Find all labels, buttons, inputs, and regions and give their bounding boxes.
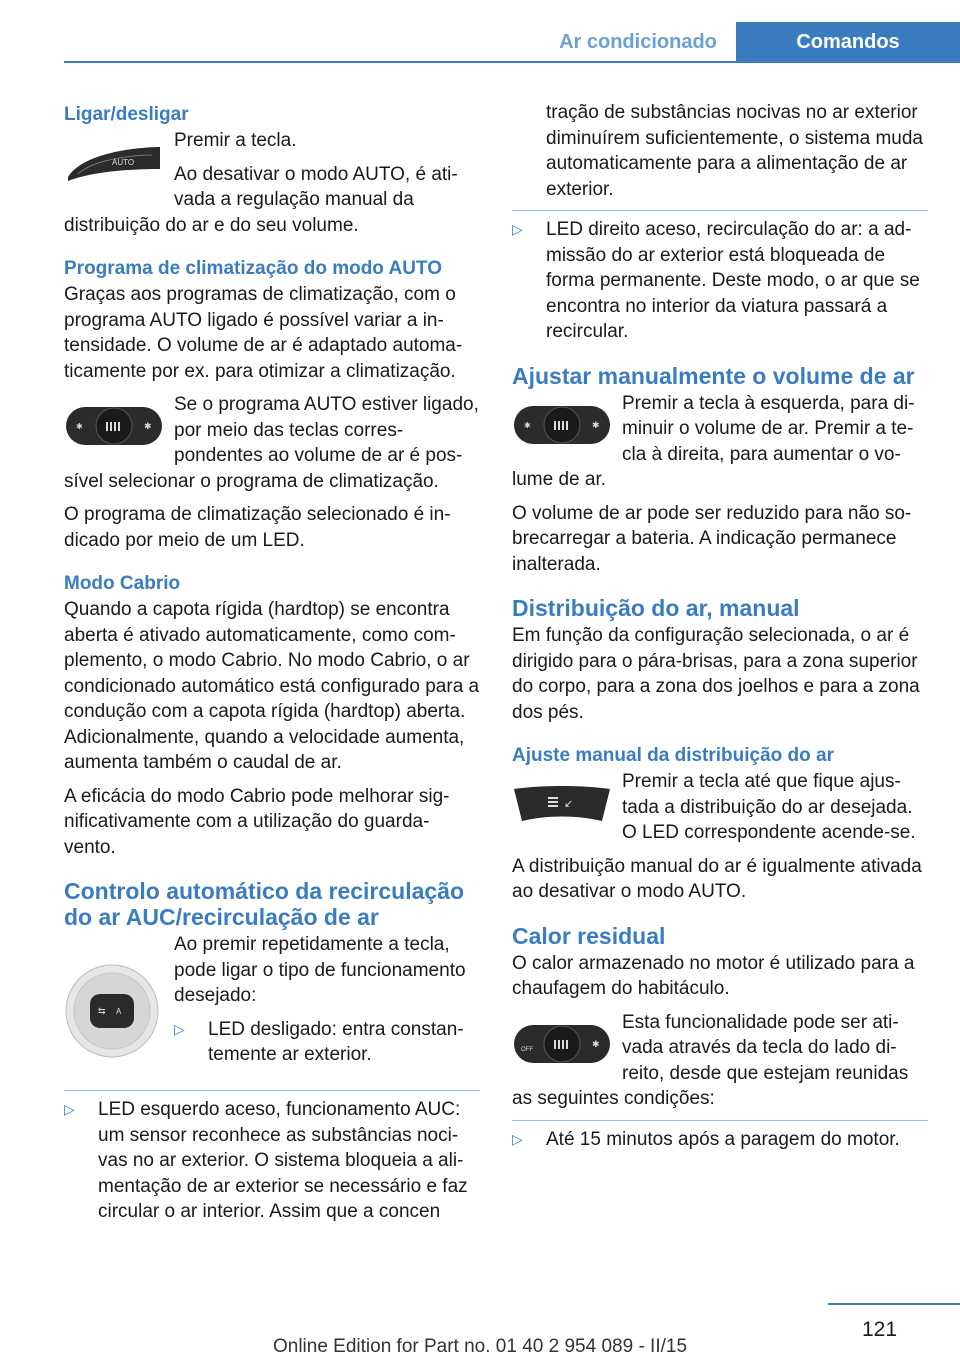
triangle-bullet-icon: ▷ bbox=[64, 1101, 75, 1117]
volume-text-2: O volume de ar pode ser reduzido para não sobrecarregar a bateria. A indicação permanece inalterada. bbox=[512, 502, 912, 575]
page-number-rule bbox=[828, 1303, 960, 1305]
programa-text-3: O programa de climatização selecionado é indicado por meio de um LED. bbox=[64, 504, 451, 551]
heading-controlo: Controlo automático da recirculação do ar AUC/recirculação de ar bbox=[64, 878, 465, 930]
ligar-text-2: Ao desativar o modo AUTO, é ativada a regulação manual da distribuição do ar e do seu volume. bbox=[64, 163, 458, 236]
svg-text:AUTO: AUTO bbox=[112, 158, 135, 167]
bullet-led-right: ▷ LED direito aceso, recirculação do ar: a admissão do ar exterior está bloqueada de forma permanente. Deste modo, o ar que se encontra no interior da viatura passará a recircular. bbox=[512, 219, 920, 342]
continuation-text: tração de substâncias nocivas no ar exterior diminuírem suficientemente, o sistema muda automaticamente para a alimentação de ar exterior. bbox=[546, 102, 923, 200]
auc-button-image bbox=[64, 936, 174, 1086]
heading-ajuste: Ajuste manual da distribuição do ar bbox=[512, 745, 835, 766]
header-rule bbox=[64, 61, 960, 63]
volume-text-1: Premir a tecla à esquerda, para diminuir o volume de ar. Premir a tecla à direita, para aumentar o volume de ar. bbox=[512, 392, 915, 490]
ajuste-text-1: Premir a tecla até que fique ajustada a distribuição do ar desejada. O LED correspondente acende-se. bbox=[622, 771, 916, 843]
heading-volume: Ajustar manualmente o volume de ar bbox=[512, 362, 915, 389]
controlo-text-1: Ao premir repetidamente a tecla, pode ligar o tipo de funcionamento desejado: bbox=[174, 934, 466, 1006]
ligar-text-1: Premir a tecla. bbox=[174, 130, 297, 151]
svg-text:A: A bbox=[116, 1007, 122, 1016]
heading-ligar: Ligar/desligar bbox=[64, 104, 189, 125]
bullet-divider bbox=[512, 210, 928, 211]
fan-button-image bbox=[64, 396, 174, 456]
heading-programa: Programa de climatização do modo AUTO bbox=[64, 258, 442, 279]
heading-calor: Calor residual bbox=[512, 922, 666, 949]
left-column bbox=[64, 100, 480, 1233]
footer-edition: Online Edition for Part no. 01 40 2 954 089 - II/15 bbox=[272, 1336, 688, 1357]
svg-text:⇆: ⇆ bbox=[98, 1006, 106, 1016]
svg-text:✱: ✱ bbox=[76, 422, 83, 431]
page-number: 121 bbox=[862, 1318, 898, 1341]
bullet-led-off: ▷ LED desligado: entra constantemente ar exterior. bbox=[174, 1018, 464, 1065]
header-section: Ar condicionado bbox=[559, 31, 717, 53]
heading-distribuicao: Distribuição do ar, manual bbox=[512, 595, 800, 621]
svg-text:✱: ✱ bbox=[592, 1038, 600, 1049]
svg-text:OFF: OFF bbox=[521, 1046, 533, 1053]
distrib-text-1: Em função da configuração selecionada, o ar é dirigido para o pára-brisas, para a zona superior do corpo, para a zona dos joelhos e para a zona dos pés. bbox=[512, 625, 920, 723]
bullet-divider bbox=[512, 1120, 928, 1121]
cabrio-text-2: A eficácia do modo Cabrio pode melhorar significativamente com a utilização do guarda-vento. bbox=[64, 785, 450, 858]
triangle-bullet-icon: ▷ bbox=[512, 221, 523, 237]
programa-text-1: Graças aos programas de climatização, com o programa AUTO ligado é possível variar a intensidade. O volume de ar é adaptado automaticamente por ex. para otimizar a climatização. bbox=[64, 284, 463, 382]
svg-text:✱: ✱ bbox=[144, 421, 152, 431]
calor-text-1: O calor armazenado no motor é utilizado para a chaufagem do habitáculo. bbox=[512, 952, 915, 999]
fan-button-image bbox=[512, 395, 622, 455]
right-column bbox=[512, 100, 928, 1160]
bullet-led-left: ▷ LED esquerdo aceso, funcionamento AUC: um sensor reconhece as substâncias nocivas no ar exterior. O sistema bloqueia a alimentação de ar exterior se necessário e faz circular o ar interior. Assim que a concen bbox=[64, 1099, 468, 1222]
heading-cabrio: Modo Cabrio bbox=[64, 573, 181, 594]
triangle-bullet-icon: ▷ bbox=[174, 1020, 185, 1037]
bullet-ate-15-min: ▷ Até 15 minutos após a paragem do motor. bbox=[512, 1127, 928, 1153]
svg-text:✱: ✱ bbox=[592, 419, 600, 430]
distribution-button-image bbox=[512, 773, 622, 833]
programa-text-2: Se o programa AUTO estiver ligado, por meio das teclas correspondentes ao volume de ar é possível selecionar o programa de climatização. bbox=[64, 394, 479, 492]
svg-text:↙: ↙ bbox=[564, 798, 574, 810]
ajuste-text-2: A distribuição manual do ar é igualmente ativada ao desativar o modo AUTO. bbox=[512, 855, 922, 902]
off-fan-button-image bbox=[512, 1014, 622, 1074]
cabrio-text-1: Quando a capota rígida (hardtop) se encontra aberta é ativado automaticamente, como complemento, o modo Cabrio. No modo Cabrio, o ar condicionado automático está configurado para a condução com a capota rígida (hardtop) aberta. Adicionalmente, quando a velocidade aumenta, aumenta também o caudal de ar. bbox=[64, 599, 480, 773]
calor-text-2: Esta funcionalidade pode ser ativada através da tecla do lado direito, desde que estejam reunidas as seguintes condições: bbox=[512, 1011, 909, 1109]
svg-text:✱: ✱ bbox=[524, 420, 531, 430]
auto-button-image bbox=[64, 132, 174, 192]
header-tab: Comandos bbox=[736, 22, 960, 62]
bullet-divider bbox=[64, 1090, 480, 1091]
triangle-bullet-icon: ▷ bbox=[512, 1130, 523, 1147]
